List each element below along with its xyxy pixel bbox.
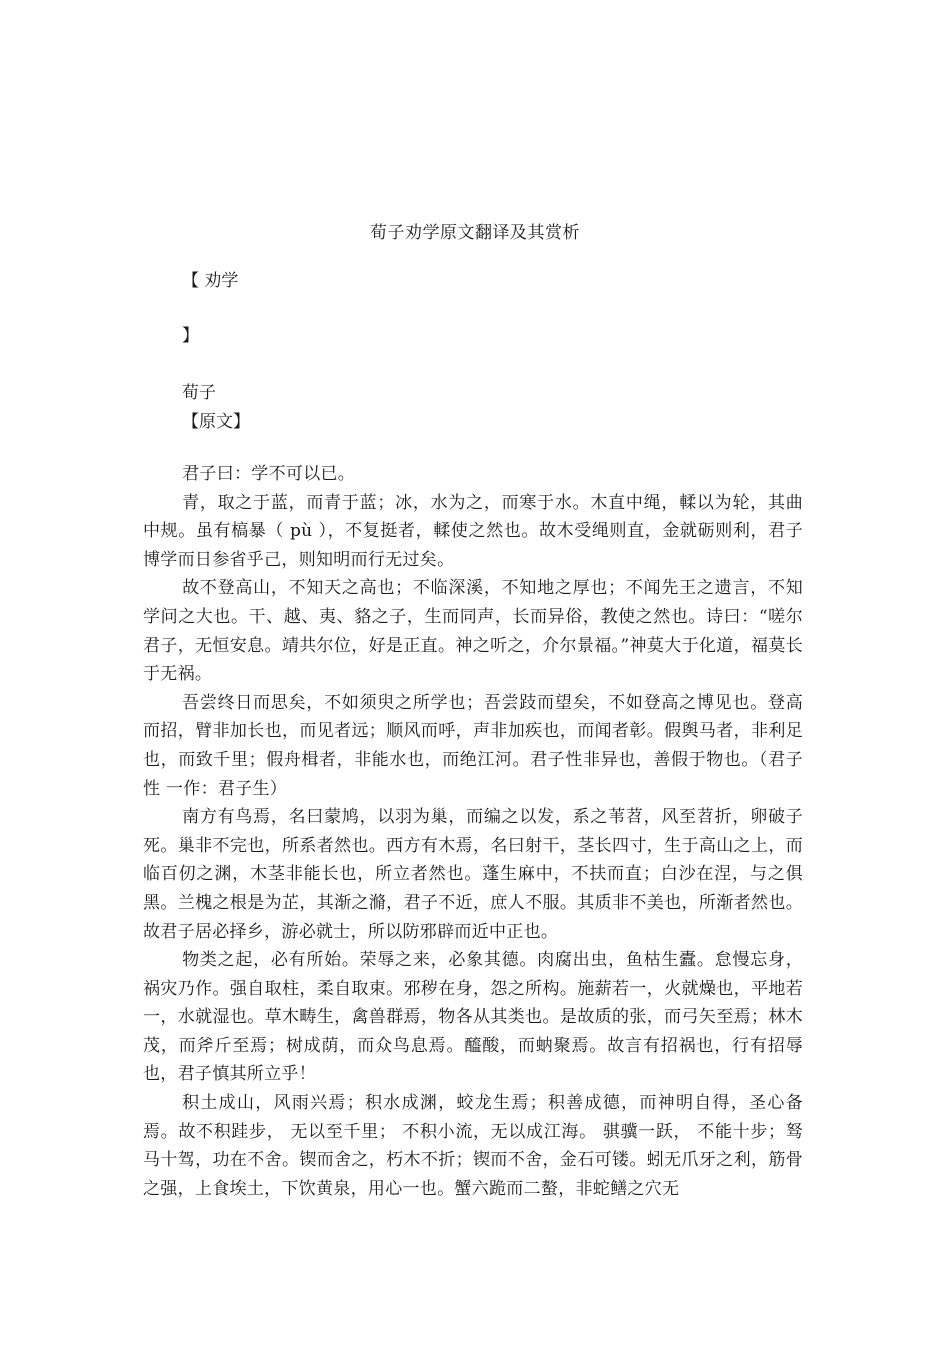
section-heading-open: 【 劝学 bbox=[182, 271, 239, 291]
paragraph: 青，取之于蓝，而青于蓝；冰，水为之，而寒于水。木直中绳，輮以为轮，其曲中规。虽有槁暴（ pù ），不复挺者，輮使之然也。故木受绳则直，金就砺则利，君子博学而日参省乎己，则知明而行无过矣。 bbox=[143, 492, 803, 570]
document-title: 荀子劝学原文翻译及其赏析 bbox=[370, 223, 580, 243]
author-name: 荀子 bbox=[182, 383, 216, 403]
section-heading-close: 】 bbox=[182, 326, 199, 346]
original-text-body bbox=[143, 460, 803, 1203]
paragraph: 吾尝终日而思矣，不如须臾之所学也；吾尝跂而望矣，不如登高之博见也。登高而招，臂非加长也，而见者远；顺风而呼，声非加疾也，而闻者彰。假舆马者，非利足也，而致千里；假舟楫者，非能水也，而绝江河。君子性非异也，善假于物也。（君子性 一作：君子生） bbox=[143, 692, 803, 799]
original-text-label: 【原文】 bbox=[182, 412, 250, 432]
paragraph: 积土成山，风雨兴焉；积水成渊，蛟龙生焉；积善成德，而神明自得，圣心备焉。故不积跬步， 无以至千里； 不积小流，无以成江海。 骐骥一跃， 不能十步；驽马十驾，功在不舍。锲而舍之，朽木不折；锲而不舍，金石可镂。蚓无爪牙之利，筋骨之强，上食埃土，下饮黄泉，用心一也。蟹六跪而二螯，非蛇鳝之穴无 bbox=[143, 1093, 803, 1199]
paragraph: 故不登高山，不知天之高也；不临深溪，不知地之厚也；不闻先王之遗言，不知学问之大也。干、越、夷、貉之子，生而同声，长而异俗，教使之然也。诗曰：“嗟尔君子，无恒安息。靖共尔位，好是正直。神之听之，介尔景福。”神莫大于化道，福莫长于无祸。 bbox=[143, 578, 803, 685]
paragraph: 南方有鸟焉，名曰蒙鸠，以羽为巢，而编之以发，系之苇苕，风至苕折，卵破子死。巢非不完也，所系者然也。西方有木焉，名曰射干，茎长四寸，生于高山之上，而临百仞之渊，木茎非能长也，所立者然也。蓬生麻中，不扶而直；白沙在涅，与之俱黑。兰槐之根是为芷，其渐之滫，君子不近，庶人不服。其质非不美也，所渐者然也。故君子居必择乡，游必就士，所以防邪辟而近中正也。 bbox=[143, 807, 803, 942]
paragraph: 物类之起，必有所始。荣辱之来，必象其德。肉腐出虫，鱼枯生蠹。怠慢忘身，祸灾乃作。强自取柱，柔自取束。邪秽在身，怨之所构。施薪若一，火就燥也，平地若一，水就湿也。草木畴生，禽兽群焉，物各从其类也。是故质的张，而弓矢至焉；林木茂，而斧斤至焉；树成荫，而众鸟息焉。醯酸，而蚋聚焉。故言有招祸也，行有招辱也，君子慎其所立乎！ bbox=[143, 950, 803, 1085]
paragraph: 君子曰：学不可以已。 bbox=[182, 464, 356, 484]
